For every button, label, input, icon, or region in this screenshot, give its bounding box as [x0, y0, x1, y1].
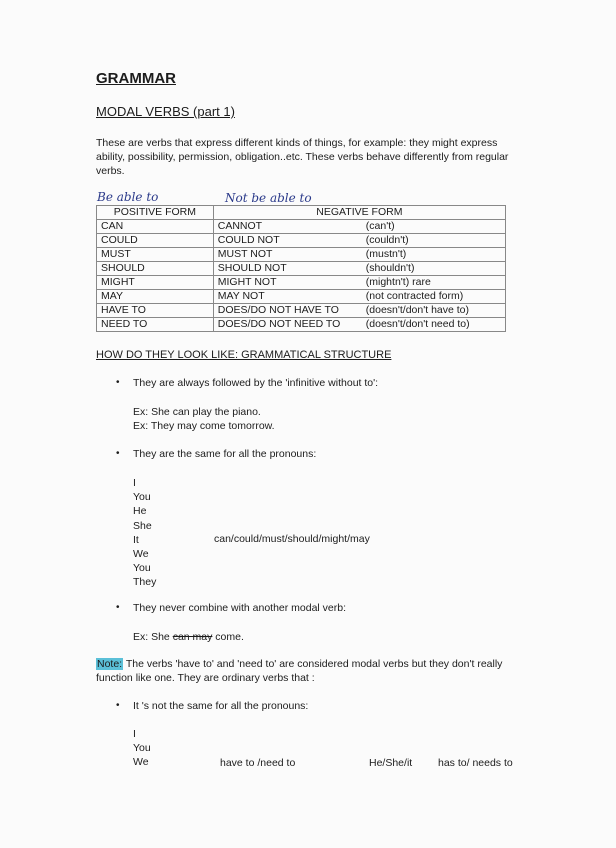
note-text: The verbs 'have to' and 'need to' are considered modal verbs but they don't really function like one. They are ordinary verbs that : — [96, 658, 503, 684]
table-row — [97, 262, 506, 276]
negative-cell: MUST NOT — [213, 248, 362, 262]
pronoun: You — [133, 562, 151, 575]
short-form-cell: (mustn't) — [362, 248, 506, 262]
positive-cell: CAN — [97, 220, 214, 234]
bullet-text: It 's not the same for all the pronouns: — [133, 700, 309, 712]
pronoun: We — [133, 548, 149, 561]
positive-cell: MIGHT — [97, 276, 214, 290]
header-negative: NEGATIVE FORM — [213, 206, 505, 220]
pronoun: You — [133, 491, 151, 504]
table-row — [97, 318, 506, 332]
table-row — [97, 234, 506, 248]
example-prefix: Ex: She — [133, 631, 173, 643]
bullet-icon: • — [116, 700, 120, 711]
short-form-cell: (doesn't/don't need to) — [362, 318, 506, 332]
example-line: Ex: She can play the piano. — [133, 406, 261, 418]
negative-cell: DOES/DO NOT NEED TO — [213, 318, 362, 332]
verb-form: has to/ needs to — [438, 757, 513, 769]
table-row — [97, 220, 506, 234]
table-row — [97, 276, 506, 290]
pronoun-group: He/She/it — [369, 757, 413, 769]
pronoun: He — [133, 505, 147, 518]
handwritten-note-right: Not be able to — [225, 191, 312, 205]
bullet-text: They never combine with another modal verb: — [133, 602, 347, 614]
pronoun: I — [133, 728, 136, 740]
negative-cell: DOES/DO NOT HAVE TO — [213, 304, 362, 318]
negative-cell: CANNOT — [213, 220, 362, 234]
positive-cell: HAVE TO — [97, 304, 214, 318]
table-row — [97, 304, 506, 318]
bullet-item — [116, 448, 317, 460]
handwritten-note-left: Be able to — [97, 190, 159, 204]
modals-line: can/could/must/should/might/may — [214, 533, 370, 545]
pronoun: You — [133, 742, 151, 755]
short-form-cell: (can't) — [362, 220, 506, 234]
negative-cell: SHOULD NOT — [213, 262, 362, 276]
bullet-icon: • — [116, 448, 120, 459]
pronoun-list — [133, 727, 151, 770]
positive-cell: COULD — [97, 234, 214, 248]
table-header-row — [97, 206, 506, 220]
pronoun: She — [133, 519, 152, 532]
header-positive: POSITIVE FORM — [97, 206, 214, 220]
pronoun: They — [133, 576, 157, 589]
section-subtitle: MODAL VERBS (part 1) — [96, 104, 235, 119]
positive-cell: SHOULD — [97, 262, 214, 276]
bullet-item — [116, 700, 309, 712]
negative-cell: COULD NOT — [213, 234, 362, 248]
positive-cell: NEED TO — [97, 318, 214, 332]
example-line: Ex: They may come tomorrow. — [133, 420, 275, 432]
negative-cell: MAY NOT — [213, 290, 362, 304]
struck-text: can may — [172, 631, 213, 643]
note-paragraph — [96, 657, 536, 685]
intro-paragraph: These are verbs that express different kinds of things, for example: they might express ability, possibility, permission, obligation..etc. These verbs behave differently from regular verbs. — [96, 137, 509, 177]
structure-heading: HOW DO THEY LOOK LIKE: GRAMMATICAL STRUCTURE — [96, 349, 392, 361]
modal-verbs-table — [96, 205, 506, 332]
short-form-cell: (not contracted form) — [362, 290, 506, 304]
table-row — [97, 290, 506, 304]
positive-cell: MUST — [97, 248, 214, 262]
example-line — [133, 630, 244, 644]
short-form-cell: (couldn't) — [362, 234, 506, 248]
pronoun: We — [133, 756, 149, 769]
table-row — [97, 248, 506, 262]
negative-cell: MIGHT NOT — [213, 276, 362, 290]
pronoun: I — [133, 477, 136, 489]
short-form-cell: (mightn't) rare — [362, 276, 506, 290]
example-suffix: come. — [212, 631, 244, 643]
short-form-cell: (doesn't/don't have to) — [362, 304, 506, 318]
pronoun-list — [133, 476, 156, 590]
page-title: GRAMMAR — [96, 70, 176, 87]
bullet-text: They are the same for all the pronouns: — [133, 448, 317, 460]
bullet-item — [116, 377, 379, 389]
bullet-icon: • — [116, 377, 120, 388]
bullet-item — [116, 602, 347, 614]
pronoun: It — [133, 533, 139, 546]
bullet-text: They are always followed by the 'infinitive without to': — [133, 377, 379, 389]
short-form-cell: (shouldn't) — [362, 262, 506, 276]
note-label: Note: — [97, 658, 123, 670]
positive-cell: MAY — [97, 290, 214, 304]
bullet-icon: • — [116, 602, 120, 613]
verb-form: have to /need to — [220, 757, 296, 769]
